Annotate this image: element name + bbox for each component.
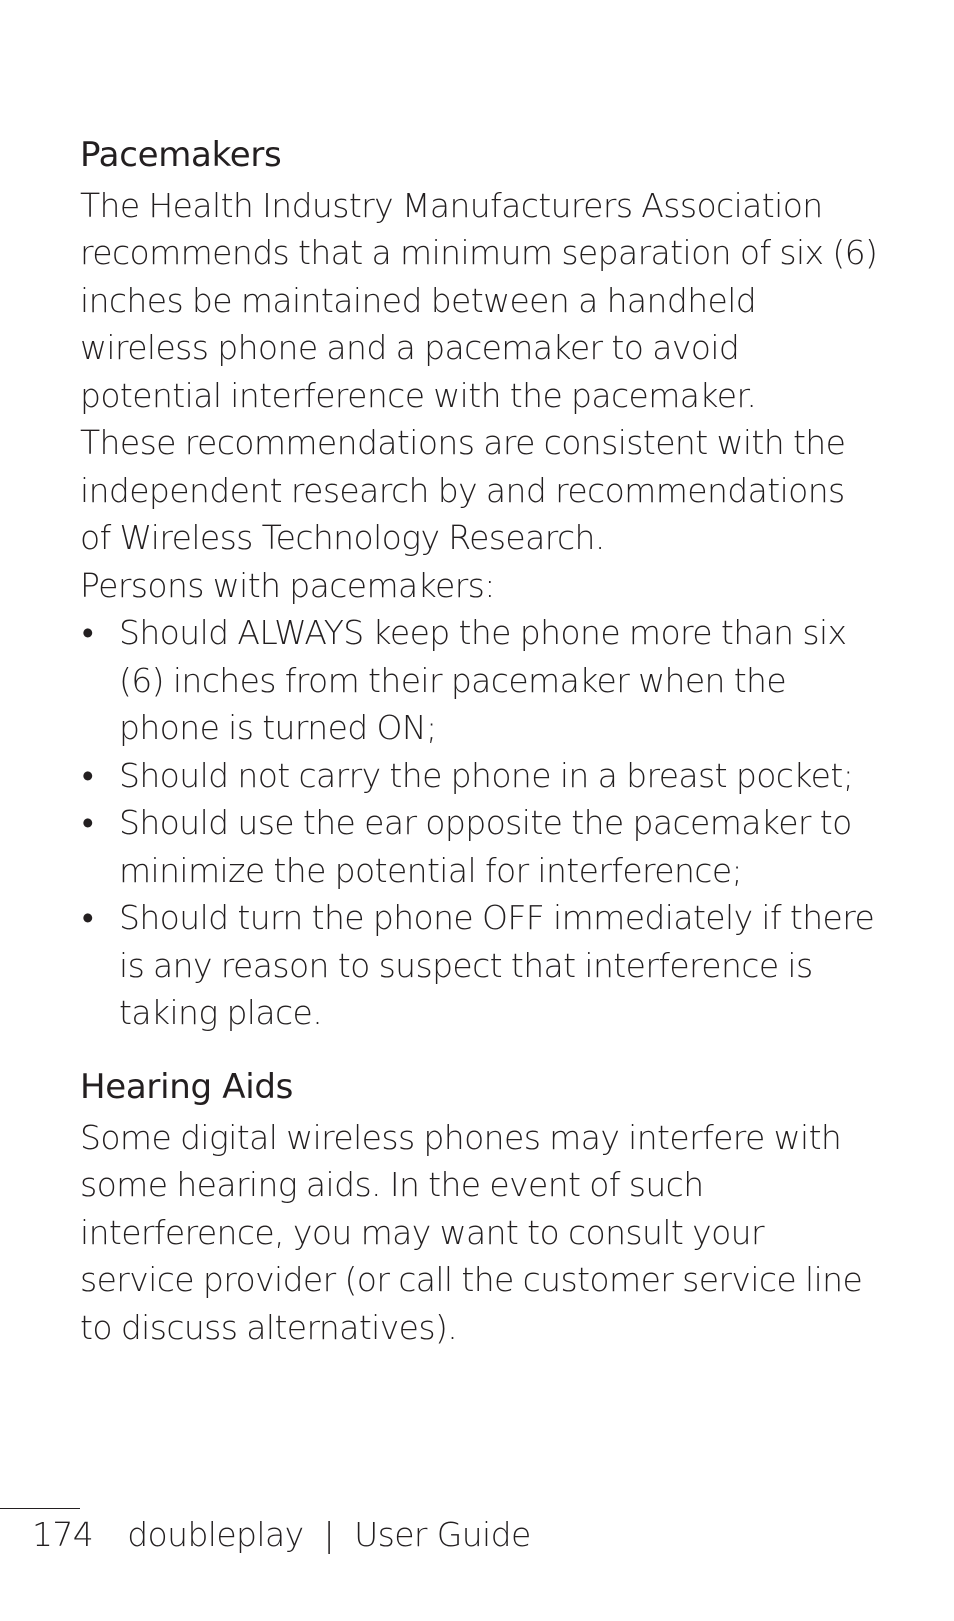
list-item-text: Should ALWAYS keep the phone more than six (6) inches from their pacemaker when the phone is turned ON; [119,613,847,748]
footer-rule [0,1508,80,1509]
paragraph-persons-with-pacemakers: Persons with pacemakers: [80,565,495,605]
footer-separator: | [323,1515,335,1554]
list-item [80,894,880,1037]
bullet-icon: • [82,755,93,795]
page-number: 174 [32,1515,94,1554]
list-item-text: Should use the ear opposite the pacemaker to minimize the potential for interference; [119,803,852,890]
section-heading-hearing-aids: Hearing Aids [80,1066,294,1107]
list-item [80,752,880,800]
list-item [80,799,880,894]
pacemaker-guidelines-list [80,609,880,1037]
paragraph-hearing-aids: Some digital wireless phones may interfere with some hearing aids. In the event of such interference, you may want to consult your service provider (or call the customer service line to discuss alternatives). [80,1117,863,1347]
bullet-icon: • [82,613,93,653]
list-item-text: Should turn the phone OFF immediately if there is any reason to suspect that interference is taking place. [119,898,875,1033]
paragraph-separation-recommendation: The Health Industry Manufacturers Association recommends that a minimum separation of six (6) inches be maintained between a handheld wireless phone and a pacemaker to avoid potential interference with the pacemaker. [80,185,878,415]
list-item-text: Should not carry the phone in a breast pocket; [119,755,854,795]
footer-guide-label: User Guide [354,1515,531,1554]
list-item [80,609,880,752]
section-heading-pacemakers: Pacemakers [80,135,282,175]
footer-product-name: doubleplay [127,1515,304,1554]
page-footer [32,1511,531,1558]
paragraph-consistency: These recommendations are consistent with the independent research by and recommendations of Wireless Technology Research. [80,423,846,558]
bullet-icon: • [82,803,93,843]
bullet-icon: • [82,898,93,938]
page-content [80,135,880,1351]
